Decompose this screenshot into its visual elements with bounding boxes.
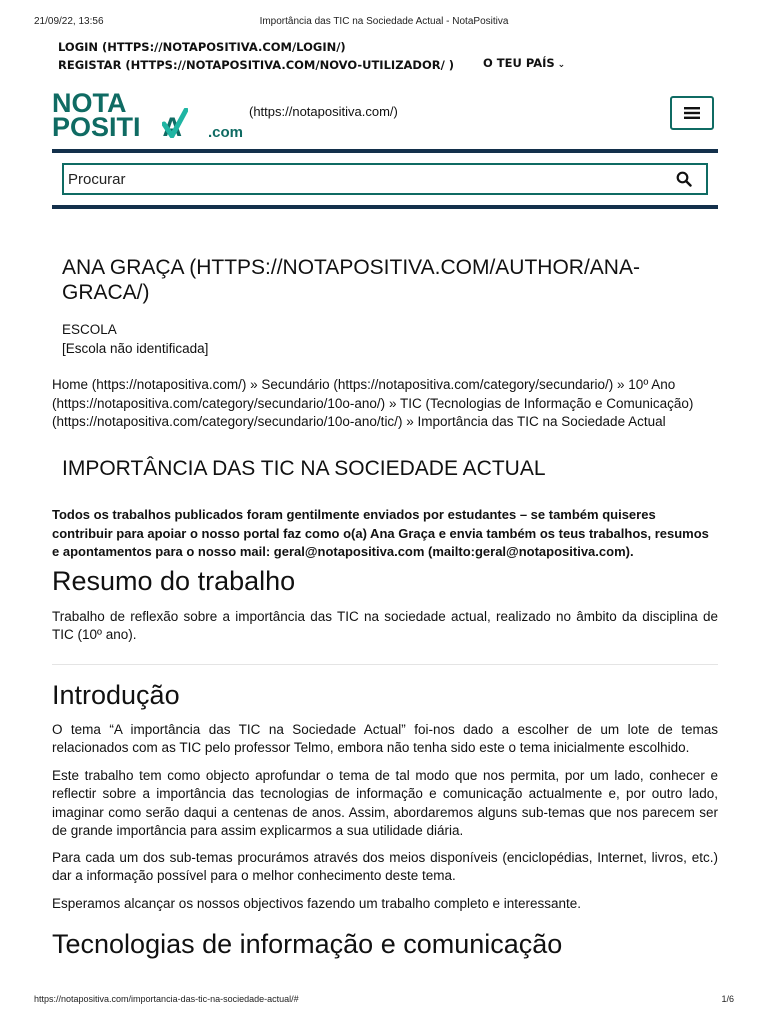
breadcrumb-current: Importância das TIC na Sociedade Actual xyxy=(417,414,666,429)
intro-paragraph-3: Para cada um dos sub-temas procurámos através dos meios disponíveis (enciclopédias, Internet, livros, etc.) dar a informação possível para o melhor conhecimento deste tema. xyxy=(52,850,718,884)
print-page-number: 1/6 xyxy=(721,994,734,1004)
search-box xyxy=(62,163,708,195)
print-title: Importância das TIC na Sociedade Actual - NotaPositiva xyxy=(259,16,509,27)
author-name[interactable]: ANA GRAÇA (HTTPS://NOTAPOSITIVA.COM/AUTHOR/ANA-GRACA/) xyxy=(62,256,640,304)
site-logo[interactable] xyxy=(52,90,252,142)
search-bottom-bar xyxy=(52,205,718,209)
intro-paragraph-4: Esperamos alcançar os nossos objectivos fazendo um trabalho completo e interessante. xyxy=(52,896,582,911)
print-header xyxy=(0,16,768,30)
print-date: 21/09/22, 13:56 xyxy=(34,16,104,27)
intro-heading: Introdução xyxy=(52,680,180,710)
school-info xyxy=(62,320,208,358)
divider xyxy=(52,664,718,665)
intro-paragraph-1: O tema “A importância das TIC na Sociedade Actual” foi-nos dado a escolher de um lote de temas relacionados com as TIC pelo professor Telmo, embora não tenha sido este o tema inicialmente escolhido. xyxy=(52,722,718,756)
school-value: [Escola não identificada] xyxy=(62,341,209,356)
chevron-down-icon: ⌄ xyxy=(557,60,566,70)
country-label: O TEU PAÍS xyxy=(483,56,555,70)
resumo-heading: Resumo do trabalho xyxy=(52,566,296,596)
search-icon[interactable] xyxy=(676,171,692,187)
breadcrumb-home[interactable]: Home (https://notapositiva.com/) xyxy=(52,377,247,392)
checkmark-icon xyxy=(162,108,188,138)
menu-icon xyxy=(684,106,700,120)
logo-line2: POSITI A xyxy=(52,112,183,142)
login-link[interactable]: LOGIN (HTTPS://NOTAPOSITIVA.COM/LOGIN/) xyxy=(58,40,346,54)
print-footer xyxy=(0,994,768,1008)
breadcrumb-secundario[interactable]: Secundário (https://notapositiva.com/category/secundario/) xyxy=(261,377,614,392)
search-top-bar xyxy=(52,149,718,153)
logo-dotcom: .com xyxy=(208,124,244,141)
page-title: IMPORTÂNCIA DAS TIC NA SOCIEDADE ACTUAL xyxy=(62,457,546,480)
home-link[interactable]: (https://notapositiva.com/) xyxy=(249,104,398,119)
country-selector[interactable] xyxy=(483,56,565,70)
resumo-text: Trabalho de reflexão sobre a importância das TIC na sociedade actual, realizado no âmbito da disciplina de TIC (10º ano). xyxy=(52,609,718,643)
top-nav xyxy=(58,38,454,74)
breadcrumb: Home (https://notapositiva.com/) » Secundário (https://notapositiva.com/category/secundario/) » 10º Ano (https://notapositiva.com/category/secundario/10o-ano/) » TIC (Tecnologias de Informação e Comunicação) (https://notapositiva.com/category/secundario/10o-ano/tic/) » Importância das TIC na Sociedade Actual xyxy=(52,377,694,429)
intro-paragraph-2: Este trabalho tem como objecto aprofundar o tema de tal modo que nos permita, por um lado, conhecer e reflectir sobre a importância das tecnologias de informação e comunicação actualmente e, por outro lado, imaginar como serão daqui a centenas de anos. Assim, abordaremos alguns sub-temas que nos parecem ser de grande importância para assim explicarmos a sua utilidade diária. xyxy=(52,768,718,838)
menu-button[interactable] xyxy=(670,96,714,130)
logo-line1: NOTA xyxy=(52,88,127,118)
register-link[interactable]: REGISTAR (HTTPS://NOTAPOSITIVA.COM/NOVO-UTILIZADOR/ ) xyxy=(58,58,455,72)
tic-heading: Tecnologias de informação e comunicação xyxy=(52,929,563,959)
print-url: https://notapositiva.com/importancia-das-tic-na-sociedade-actual/# xyxy=(34,994,299,1004)
breadcrumb-10-ano[interactable]: 10º Ano (https://notapositiva.com/category/secundario/10o-ano/) xyxy=(52,377,676,411)
search-input[interactable] xyxy=(68,167,648,191)
contribution-notice: Todos os trabalhos publicados foram gentilmente enviados por estudantes – se também quiseres contribuir para apoiar o nosso portal faz como o(a) Ana Graça e envia também os teus trabalhos, resumos e apontamentos para o nosso mail: geral@notapositiva.com (mailto:geral@notapositiva.com). xyxy=(52,507,709,559)
breadcrumb-tic[interactable]: TIC (Tecnologias de Informação e Comunicação) (https://notapositiva.com/category/secundario/10o-ano/tic/) xyxy=(52,395,694,429)
school-label: ESCOLA xyxy=(62,322,117,337)
